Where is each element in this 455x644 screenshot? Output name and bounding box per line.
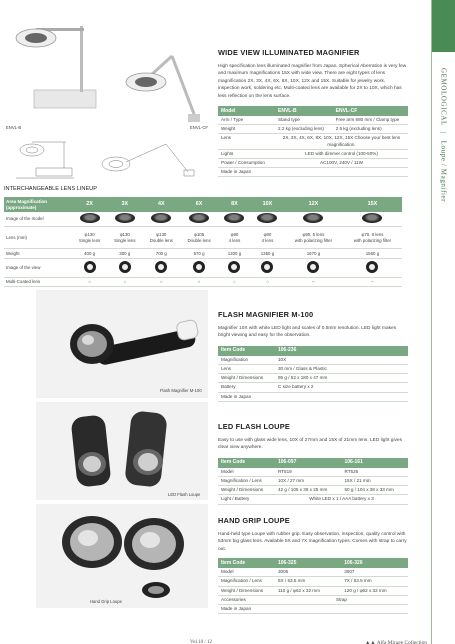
table-row [218,149,408,158]
spec-label: Lights [218,149,275,158]
page-number: Vol.10 / 12 [190,640,212,644]
spec-value: 110 g / φ62 x 32 mm [275,586,341,595]
spec-label: Power / Consumption [218,158,275,167]
spec-header-item-code: Item Code [218,346,275,356]
coated-mark: – [343,278,402,287]
sidebar-category: Loupe / Magnifier [439,140,448,203]
wide-view-title: WIDE VIEW ILLUMINATED MAGNIFIER [218,48,360,57]
lens-type: 4 lens [228,237,241,243]
flash-magnifier-caption: Flash Magnifier M-100 [160,388,202,393]
led-flash-loupe-image [36,402,208,500]
hand-grip-loupe-description: Hand-held type Loupe with rubber grip. Easy observation, inspection, quality control with 53mm big glass lens. Available 5X and 7X magnification types. Comes with strap to carry out. [218,531,407,552]
lens-cell [284,227,343,249]
lineup-mag: 6X [180,197,218,212]
lens-weight: 570 g [180,249,218,258]
section-flash-magnifier [218,310,408,402]
table-row [218,356,408,365]
view-image [142,258,180,277]
lens-cell [107,227,142,249]
spec-value: White LED x 1 / AAA battery x 3 [275,495,408,504]
lens-model-image [107,212,142,227]
spec-header-envl-cf: ENVL-CF [333,106,408,116]
view-image [107,258,142,277]
wide-view-description: High specification lens illuminated magnifier from Japan. Spherical Aberration is very few and maximum magnifications 15X with wide view. There are eight types of lens magnification 2X, 3X, 4X, 6X, 8X, 10X, 12X and 15X. Suitable for jewelry work, inspection work, soldering etc. Multi-coated lens are available for 2X to 10X, which has less reflection on the lens surface. [218,63,407,99]
sidebar-separator: | [439,132,448,135]
envl-cf-caption: ENVL-CF [190,125,208,130]
table-row [4,249,402,258]
table-row [218,568,408,577]
hand-grip-loupe-image [36,504,208,608]
spec-label: Magnification [218,356,275,365]
lens-size: φ105 [193,231,205,237]
table-row [218,577,408,586]
table-row [218,495,408,504]
envl-cf-image [120,30,208,126]
table-row [218,486,408,495]
lens-type: 4 lens [261,237,274,243]
coated-mark: ○ [107,278,142,287]
spec-value: AC100V, 240V / 11W [275,158,408,167]
spec-value: Strap [275,595,408,604]
spec-value: 95 g / 52 x 180 x 47 mm [275,374,408,383]
spec-header-code-1: 106-097 [275,458,342,468]
spec-label: Arm / Type [218,116,275,125]
flash-magnifier-title: FLASH MAGNIFIER M-100 [218,310,314,319]
spec-value: 2.2 kg (excluding lens) [275,125,333,134]
view-image [180,258,218,277]
spec-value: LED with dimmer control (100-50%) [275,149,408,158]
spec-label: Weight / Dimensions [218,486,275,495]
lens-cell [142,227,180,249]
table-row [218,134,408,149]
sidebar-brand: GEMOLOGICAL [439,68,448,126]
lineup-mag: 4X [142,197,180,212]
lens-cell [72,227,107,249]
spec-label: Magnification / Lens [218,577,275,586]
lens-lineup-table [4,197,402,287]
table-row [218,364,408,373]
flash-magnifier-spec-table [218,346,408,402]
table-row [218,158,408,167]
spec-origin: Made in Japan [218,604,408,613]
spec-header-code-2: 106-326 [341,558,408,568]
lens-weight: 1300 g [218,249,251,258]
lens-weight: 400 g [72,249,107,258]
lens-weight: 1670 g [284,249,343,258]
coated-mark: ○ [251,278,284,287]
envl-b-image [6,6,106,124]
table-row [218,476,408,485]
spec-value: Free arm 680 mm / Clamp type [333,116,408,125]
lineup-row-label: Multi-Coated lens [4,278,72,287]
lens-cell [251,227,284,249]
lens-type: Double lens [187,237,211,243]
spec-value: 10X / 27 mm [275,476,342,485]
table-row [218,168,408,177]
flash-magnifier-image [36,290,208,398]
section-hand-grip-loupe [218,516,408,614]
spec-header-envl-b: ENVL-B [275,106,333,116]
lens-model-image [284,212,343,227]
view-image [284,258,343,277]
led-flash-loupe-spec-table [218,458,408,505]
lens-weight: 1560 g [343,249,402,258]
lineup-mag: 2X [72,197,107,212]
lens-type: with polarizing filter [353,237,392,243]
spec-label: Weight / Dimensions [218,586,275,595]
lens-type: with polarizing filter [294,237,333,243]
spec-header-code: 106-236 [275,346,408,356]
section-led-flash-loupe [218,422,408,505]
lens-model-image [72,212,107,227]
lens-size: φ90 [230,231,239,237]
table-row [218,374,408,383]
lineup-mag: 8X [218,197,251,212]
spec-header-model: Model [218,106,275,116]
spec-value: 120 g / φ62 x 32 mm [341,586,408,595]
sidebar-color-block [432,0,455,52]
spec-label: Battery [218,383,275,392]
spec-value: 15X / 21 mm [342,476,409,485]
spec-label: Model [218,468,275,477]
envl-cf-drawing [96,132,206,180]
spec-label: Lens [218,364,275,373]
table-row [4,227,402,249]
table-row [218,595,408,604]
wide-view-spec-table [218,106,408,177]
envl-b-drawing [14,132,84,180]
table-row [4,212,402,227]
spec-origin: Made in Japan [218,168,408,177]
led-flash-loupe-title: LED FLASH LOUPE [218,422,290,431]
spec-value: 30 mm / Glass & Plastic [275,364,408,373]
coated-mark: – [284,278,343,287]
spec-header-code-1: 106-325 [275,558,341,568]
flash-magnifier-description: Magnifier 10X with white LED light and scales of 0.5mm resolution. LED light makes bright viewing and easy for the observation. [218,325,397,339]
sidebar [431,0,455,644]
spec-header-item-code: Item Code [218,558,275,568]
table-row [218,125,408,134]
lens-weight: 1350 g [251,249,284,258]
spec-value: RT526 [342,468,409,477]
lens-type: Single lens [78,237,101,243]
lens-size: φ70, 6 lens [361,231,384,237]
lens-model-image [343,212,402,227]
lineup-header-label: Area Magnification (approximate) [4,197,72,212]
spec-label: Weight / Dimensions [218,374,275,383]
spec-value: Stand type [275,116,333,125]
lineup-mag: 3X [107,197,142,212]
spec-value: RT519 [275,468,342,477]
table-row [218,392,408,401]
lens-type: Double lens [149,237,173,243]
lineup-mag: 12X [284,197,343,212]
table-row [218,468,408,477]
envl-b-caption: ENVL-B [6,125,22,130]
hand-grip-loupe-spec-table [218,558,408,614]
spec-label: Light / Battery [218,495,275,504]
coated-mark: ○ [72,278,107,287]
table-row [218,604,408,613]
lineup-mag: 10X [251,197,284,212]
led-flash-loupe-description: Easy to use with glass wide lens, 10X of 27mm and 15X of 21mm lens. LED light gives clear view anywhere. [218,437,402,451]
table-row [4,258,402,277]
lens-model-image [251,212,284,227]
lens-cell [218,227,251,249]
lens-cell [180,227,218,249]
lens-size: φ130 [84,231,95,237]
lineup-mag: 15X [343,197,402,212]
spec-value: 10X [275,356,408,365]
section-wide-view [218,48,408,177]
spec-value: 2.5 kg (excluding lens) [333,125,408,134]
coated-mark: ○ [180,278,218,287]
lens-size: φ90 [263,231,272,237]
hand-grip-loupe-title: HAND GRIP LOUPE [218,516,290,525]
view-image [251,258,284,277]
hand-grip-loupe-caption: Hand Grip Loupe [90,599,122,604]
view-image [72,258,107,277]
spec-label: Accessories [218,595,275,604]
lineup-row-label: Weight [4,249,72,258]
view-image [343,258,402,277]
spec-header-code-2: 106-161 [342,458,409,468]
lens-model-image [142,212,180,227]
lineup-row-label: Lens (mm) [4,227,72,249]
table-row [218,586,408,595]
view-image [218,258,251,277]
spec-label: Magnification / Lens [218,476,275,485]
table-row [218,116,408,125]
led-flash-loupe-caption: LED Flash Loupe [168,492,201,497]
spec-origin: Made in Japan [218,392,408,401]
lens-size: φ90, 5 lens [302,231,325,237]
lens-size: φ130 [156,231,167,237]
lens-model-image [180,212,218,227]
lineup-row-label: Image of the model [4,212,72,227]
footer-brand-text: Alfa Mirage Collection [376,640,427,644]
sidebar-label [438,68,447,202]
lens-cell [343,227,402,249]
spec-value: 3007 [341,568,408,577]
spec-label: Weight [218,125,275,134]
lens-model-image [218,212,251,227]
table-row [4,278,402,287]
spec-value: C size battery x 2 [275,383,408,392]
spec-value: 7X / 53.5 mm [341,577,408,586]
spec-value: 50 g / 104 x 38 x 33 mm [342,486,409,495]
brand-logo-icon: ▲▲ [364,640,377,644]
coated-mark: ○ [218,278,251,287]
spec-label: Model [218,568,275,577]
spec-value: 42 g / 105 x 38 x 25 mm [275,486,342,495]
lens-weight: 300 g [107,249,142,258]
spec-label: Lens [218,134,275,149]
lens-size: φ130 [119,231,130,237]
table-row [218,383,408,392]
lineup-row-label: Image of the view [4,258,72,277]
footer-brand [365,640,427,644]
spec-header-item-code: Item Code [218,458,275,468]
spec-value: 3005 [275,568,341,577]
lineup-heading: INTERCHANGEABLE LENS LINEUP [4,186,97,192]
spec-value: 5X / 53.5 mm [275,577,341,586]
coated-mark: ○ [142,278,180,287]
lens-weight: 700 g [142,249,180,258]
spec-value: 2X, 3X, 4X, 6X, 8X, 10X, 12X, 15X Choose your best lens magnification. [275,134,408,149]
lens-type: Single lens [114,237,136,243]
